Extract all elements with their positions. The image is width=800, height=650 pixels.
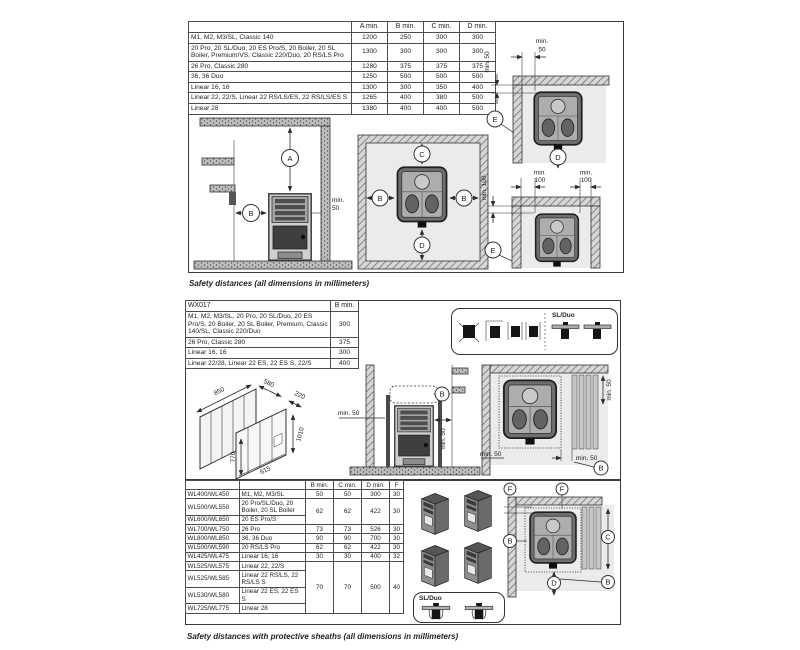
min-50-value: 50 (332, 205, 340, 212)
between-walls-icon (526, 322, 540, 340)
label-b-right (456, 190, 472, 206)
dim-c-label: C (419, 149, 425, 159)
min-100-side-label: min. 100 (481, 175, 488, 201)
sl-duo-label: SL/Duo (419, 595, 442, 602)
cell-d: 526 (362, 525, 390, 534)
cell-c: 62 (334, 543, 362, 552)
cell-products: Linear 28 (240, 604, 306, 613)
diagram-screen-view (481, 168, 623, 272)
cell-c: 30 (334, 552, 362, 561)
table-row (186, 311, 359, 337)
label-c (602, 531, 615, 544)
panel-strip (593, 375, 598, 449)
wall-left (512, 206, 521, 268)
dim-b-right-label: B (605, 577, 611, 587)
min-100-center-label: min. (533, 169, 547, 177)
table-row (189, 93, 496, 104)
cell-b: 300 (388, 43, 424, 61)
bench-lower (452, 387, 465, 393)
cell-sheath-model: WL500/WL590 (186, 543, 240, 552)
cell-f: 30 (390, 543, 404, 552)
cell-products: Linear 22, 22/S (240, 562, 306, 571)
dim-a-label: A (287, 153, 293, 163)
stove-side-icon (395, 406, 434, 466)
wall-top (513, 76, 609, 85)
table-row (186, 525, 404, 534)
cell-b: 400 (388, 93, 424, 104)
cell-f: 32 (390, 552, 404, 561)
cell-c: 70 (334, 562, 362, 613)
cell-d: 500 (362, 562, 390, 613)
min-50-top-label: min. 50 (606, 379, 613, 401)
dim-b-label: B (598, 463, 604, 473)
stove-top-icon (504, 380, 556, 444)
cell-b: 400 (331, 358, 359, 369)
bottom-section (185, 480, 621, 625)
min-50-top-value: 50 (538, 46, 546, 54)
ceiling (200, 118, 330, 126)
cell-sheath-model: WL530/WL580 (186, 587, 240, 603)
table-row (189, 82, 496, 93)
cell-b: 300 (331, 311, 359, 337)
cell-products: 20 RS/LS Pro (240, 543, 306, 552)
sheath-post-left (386, 395, 390, 467)
cell-sheath-model: WL725/WL775 (186, 604, 240, 613)
cell-products: 26 Pro (240, 525, 306, 534)
table-row (186, 348, 359, 359)
cell-b: 62 (306, 499, 334, 525)
label-b (243, 205, 260, 222)
bench-upper (452, 368, 468, 374)
cell-sheath-model: WL600/WL650 (186, 515, 240, 524)
cell-b: 250 (388, 32, 424, 43)
cell-model: Linear 22, 22/S, Linear 22 RS/LS/ES, 22 RS/LS/ES S (189, 93, 352, 104)
diagram-sheath-corner-view (502, 483, 620, 623)
stove-top-icon (536, 214, 579, 267)
header-c-min: C min. (424, 22, 460, 33)
caption-safety-distances-sheaths: Safety distances with protective sheaths (all dimensions in millimeters) (187, 632, 459, 641)
table-row (189, 61, 496, 72)
dim-b-left-label: B (507, 536, 513, 546)
dim-b-label: B (439, 389, 445, 399)
cell-f: 30 (390, 499, 404, 525)
cell-d: 700 (362, 534, 390, 543)
header-b-min: B min. (306, 481, 334, 490)
wall-left (482, 365, 490, 475)
bench-upper (202, 158, 234, 165)
header-a-min: A min. (352, 22, 388, 33)
middle-section (185, 300, 621, 480)
cell-sheath-model: WL425/WL475 (186, 552, 240, 561)
wall-top (516, 497, 602, 505)
label-d (550, 149, 566, 165)
cell-sheath-model: WL700/WL750 (186, 525, 240, 534)
dim-d-label: D (551, 578, 557, 588)
wall-top (490, 365, 608, 373)
cell-model: Linear 22/28, Linear 22 ES, 22 ES S, 22/S (186, 358, 331, 369)
panel-strip (589, 507, 594, 569)
stove-iso-icon (422, 493, 449, 534)
cell-model: 20 Pro, 20 SL/Duo, 20 ES Pro/S, 20 Boiler, 20 SL Boiler, Premium/VS, Classic 220/Duo, 20 RS/LS Pro (189, 43, 352, 61)
panel-strip (586, 375, 591, 449)
min-50-left-label: min. 50 (480, 451, 502, 458)
cell-b: 90 (306, 534, 334, 543)
cell-products: 36, 36 Duo (240, 534, 306, 543)
heater-thumbnails (418, 486, 498, 590)
label-a (282, 150, 299, 167)
cell-products: Linear 22 RS/LS, 22 RS/LS S (240, 571, 306, 587)
cell-c: 90 (334, 534, 362, 543)
header-b-min: B min. (331, 301, 359, 312)
cell-model: Linear 28 (189, 103, 352, 114)
table-row (186, 490, 404, 499)
header-d-min: D min. (362, 481, 390, 490)
cell-c: 375 (424, 61, 460, 72)
cell-sheath-model: WL400/WL450 (186, 490, 240, 499)
panel-strip (579, 375, 584, 449)
cell-model: 26 Pro, Classic 280 (186, 337, 331, 348)
cell-d: 400 (460, 82, 496, 93)
cell-d: 375 (460, 61, 496, 72)
installation-types-box (451, 308, 618, 355)
floor (350, 467, 480, 475)
dim-b-left-label: B (377, 193, 383, 203)
diagram-room-top-view (357, 134, 497, 272)
label-b-right (602, 576, 615, 589)
cell-products: 20 Pro/SL/Duo, 20 Boiler, 20 SL Boiler (240, 499, 306, 515)
cell-c: 62 (334, 499, 362, 525)
table-row (186, 499, 404, 515)
header-empty (186, 481, 240, 490)
dim-770: 770 (230, 451, 237, 463)
rail-mount-icon (465, 603, 493, 619)
label-b (435, 387, 449, 401)
dim-b-label: B (248, 208, 254, 218)
cell-b: 375 (388, 61, 424, 72)
table-row (186, 543, 404, 552)
cell-c: 300 (424, 32, 460, 43)
dim-615: 615 (258, 465, 272, 477)
cell-c: 500 (424, 72, 460, 83)
sl-duo-icons (414, 593, 504, 622)
dim-d-label: D (419, 240, 425, 250)
dim-220: 220 (293, 390, 307, 402)
cell-f: 30 (390, 490, 404, 499)
table-header-row (186, 301, 359, 312)
min-100-right-label: min. (579, 169, 593, 177)
header-wx017: WX017 (186, 301, 331, 312)
wall-left (366, 365, 374, 467)
panel-strip (582, 507, 587, 569)
floor-stand-icon (459, 323, 479, 342)
cell-d: 400 (362, 552, 390, 561)
diagram-sheath-side-view (338, 363, 488, 479)
sl-duo-box (413, 592, 505, 623)
sheath-models-table (185, 480, 404, 614)
cell-d: 422 (362, 543, 390, 552)
diagram-side-view (194, 114, 364, 271)
wx017-table (185, 300, 359, 369)
bench-lower (210, 185, 235, 192)
cell-model: Linear 16, 16 (189, 82, 352, 93)
cell-model: M1, M2, M3/SL, 20 Pro, 20 SL/Duo, 20 ES Pro/S, 20 Boiler, 20 SL Boiler, Premium, Classic 140/SL, Classic 220/Duo (186, 311, 331, 337)
min-50-label: min. (332, 197, 345, 204)
cell-d: 500 (460, 72, 496, 83)
label-f-left (504, 483, 516, 495)
min-100-center-value: 100 (534, 177, 546, 184)
between-walls-icon (508, 322, 522, 340)
min-50-right-label: min. 50 (576, 455, 598, 462)
wall-corner-icon (486, 321, 503, 341)
safety-distance-table (188, 21, 496, 115)
cell-a: 1250 (352, 72, 388, 83)
cell-b: 62 (306, 543, 334, 552)
table-row (186, 552, 404, 561)
label-b-left (372, 190, 388, 206)
stove-top-icon (397, 167, 446, 227)
cell-products: 20 ES Pro/S (240, 515, 306, 524)
cell-c: 300 (424, 43, 460, 61)
cell-a: 1300 (352, 82, 388, 93)
label-d (414, 237, 430, 253)
sl-model-outline (390, 386, 438, 403)
rail-mount-icon (422, 603, 450, 619)
table-row (186, 337, 359, 348)
cell-a: 1380 (352, 103, 388, 114)
cell-d: 500 (460, 103, 496, 114)
panel-strip (572, 375, 577, 449)
cell-d: 500 (460, 93, 496, 104)
cell-d: 300 (362, 490, 390, 499)
cell-c: 73 (334, 525, 362, 534)
cell-d: 300 (460, 43, 496, 61)
table-header-row (189, 22, 496, 33)
cell-d: 300 (460, 32, 496, 43)
wall-post (321, 126, 330, 261)
dim-e-label: E (492, 114, 498, 124)
floor (194, 261, 352, 269)
dim-b-right-label: B (461, 193, 467, 203)
cell-sheath-model: WL525/WL575 (186, 562, 240, 571)
cell-b: 500 (388, 72, 424, 83)
cell-f: 40 (390, 562, 404, 613)
cell-c: 350 (424, 82, 460, 93)
wall-left (513, 85, 522, 163)
header-empty (189, 22, 352, 33)
min-50-left-label: min. 50 (338, 410, 360, 417)
dim-1010: 1010 (295, 426, 306, 443)
header-empty (240, 481, 306, 490)
stove-side-icon (269, 194, 311, 260)
cell-a: 1300 (352, 43, 388, 61)
header-d-min: D min. (460, 22, 496, 33)
cell-products: Linear 22 ES, 22 ES S (240, 587, 306, 603)
label-e (487, 111, 514, 133)
panel-strip (596, 507, 601, 569)
table-row (186, 358, 359, 369)
table-row (189, 72, 496, 83)
stove-iso-icon (422, 545, 449, 586)
cell-model: Linear 16, 16 (186, 348, 331, 359)
cell-c: 400 (424, 103, 460, 114)
cell-b: 375 (331, 337, 359, 348)
sl-duo-label: SL/Duo (552, 312, 575, 319)
cell-model: 36, 36 Duo (189, 72, 352, 83)
min-100-right-value: 100 (580, 177, 592, 184)
cell-a: 1280 (352, 61, 388, 72)
cell-sheath-model: WL525/WL585 (186, 571, 240, 587)
cell-b: 300 (331, 348, 359, 359)
table-row (189, 43, 496, 61)
cell-b: 400 (388, 103, 424, 114)
min-50-top-label: min. (535, 38, 549, 45)
cell-b: 73 (306, 525, 334, 534)
table-row (186, 534, 404, 543)
rail-mount-icon (584, 322, 611, 339)
stove-top-icon (534, 92, 582, 150)
table-row (186, 562, 404, 571)
cell-sheath-model: WL800/WL850 (186, 534, 240, 543)
diagram-corner-view (483, 34, 621, 170)
cell-model: 26 Pro, Classic 280 (189, 61, 352, 72)
label-b (594, 461, 608, 475)
cell-model: M1, M2, M3/SL, Classic 140 (189, 32, 352, 43)
wall-top (512, 197, 600, 206)
cell-f: 30 (390, 534, 404, 543)
cell-b: 70 (306, 562, 334, 613)
min-50-side-label: min. 50 (484, 51, 491, 73)
rail-mount-icon (552, 322, 579, 339)
cell-a: 1200 (352, 32, 388, 43)
label-d (548, 577, 561, 590)
dim-d-label: D (555, 152, 561, 162)
cell-products: M1, M2, M3/SL (240, 490, 306, 499)
cell-c: 50 (334, 490, 362, 499)
header-f: F (390, 481, 404, 490)
cell-b: 300 (388, 82, 424, 93)
stove-iso-icon (465, 542, 492, 583)
label-c (414, 146, 430, 162)
dim-850: 850 (212, 386, 226, 398)
cell-sheath-model: WL500/WL550 (186, 499, 240, 515)
header-c-min: C min. (334, 481, 362, 490)
label-e (485, 242, 512, 261)
dim-f-left-label: F (507, 484, 513, 494)
cell-b: 50 (306, 490, 334, 499)
table-row (189, 103, 496, 114)
dim-e-label: E (490, 245, 496, 255)
cell-b: 30 (306, 552, 334, 561)
bench-leg (229, 192, 236, 205)
table-row (189, 32, 496, 43)
installation-icons (452, 309, 617, 354)
caption-safety-distances: Safety distances (all dimensions in millimeters) (189, 279, 370, 288)
dim-c-label: C (605, 532, 611, 542)
min-50-right-label: min. 50 (440, 428, 447, 450)
top-section (188, 21, 624, 273)
cell-a: 1265 (352, 93, 388, 104)
stove-top-icon (530, 512, 576, 568)
stove-iso-icon (465, 490, 492, 531)
cell-f: 30 (390, 525, 404, 534)
dim-580: 580 (262, 378, 276, 390)
wall-right (591, 206, 600, 268)
cell-c: 380 (424, 93, 460, 104)
cell-d: 422 (362, 499, 390, 525)
dim-f-top-label: F (559, 484, 565, 494)
table-header-row (186, 481, 404, 490)
header-b-min: B min. (388, 22, 424, 33)
cell-products: Linear 16, 16 (240, 552, 306, 561)
diagram-sheath-panels (192, 377, 350, 479)
diagram-sheath-top-view (480, 363, 620, 479)
